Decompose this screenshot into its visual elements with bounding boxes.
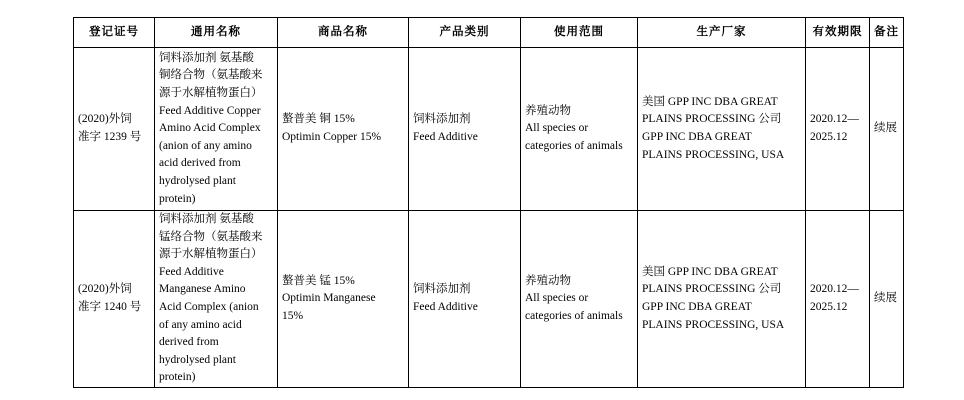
manufacturer-cell xyxy=(638,211,806,388)
remark-cell xyxy=(870,211,904,388)
cell-line: PLAINS PROCESSING 公司 xyxy=(642,113,782,126)
header-trade-name: 商品名称 xyxy=(278,18,409,48)
cell-line: 2020.12— xyxy=(810,283,859,296)
cell-line: 饲料添加剂 xyxy=(413,283,471,296)
generic-name-cell xyxy=(155,48,278,211)
cell-line: 养殖动物 xyxy=(525,104,571,117)
cell-line: Feed Additive xyxy=(413,131,478,143)
cell-line: 2025.12 xyxy=(810,300,848,313)
category-cell xyxy=(409,211,521,388)
header-generic-name: 通用名称 xyxy=(155,18,278,48)
cell-line: 准字 1239 号 xyxy=(78,131,142,143)
cell-line: Acid Complex (anion xyxy=(159,300,259,313)
cell-line: (2020)外饲 xyxy=(78,283,132,296)
cell-line: 2025.12 xyxy=(810,131,848,143)
cell-line: 续展 xyxy=(874,292,897,305)
category-cell xyxy=(409,48,521,211)
trade-name-cell xyxy=(278,211,409,388)
scope-cell xyxy=(521,211,638,388)
cell-line: derived from xyxy=(159,336,219,349)
cell-line: 美国 GPP INC DBA GREAT xyxy=(642,95,778,108)
cell-line: 饲料添加剂 氨基酸 xyxy=(159,213,254,225)
cell-line: 饲料添加剂 xyxy=(413,113,471,126)
cell-line: 铜络合物（氨基酸来 xyxy=(159,69,263,82)
cell-line: 准字 1240 号 xyxy=(78,300,142,313)
manufacturer-cell xyxy=(638,48,806,211)
cell-line: Amino Acid Complex xyxy=(159,122,261,135)
cell-line: 源于水解植物蛋白） xyxy=(159,87,263,100)
cell-line: Optimin Manganese xyxy=(282,292,376,305)
reg-no-cell xyxy=(74,48,155,211)
table-row xyxy=(74,211,904,388)
cell-line: 美国 GPP INC DBA GREAT xyxy=(642,265,778,278)
cell-line: Manganese Amino xyxy=(159,283,246,296)
header-scope: 使用范围 xyxy=(521,18,638,48)
cell-line: 螯普美 锰 15% xyxy=(282,274,355,287)
cell-line: 养殖动物 xyxy=(525,274,571,287)
cell-line: acid derived from xyxy=(159,157,241,170)
validity-cell xyxy=(806,211,870,388)
cell-line: 续展 xyxy=(874,122,897,135)
cell-line: GPP INC DBA GREAT xyxy=(642,131,752,143)
cell-line: GPP INC DBA GREAT xyxy=(642,300,752,313)
cell-line: 源于水解植物蛋白） xyxy=(159,248,263,261)
table-row xyxy=(74,48,904,211)
header-category: 产品类别 xyxy=(409,18,521,48)
cell-line: PLAINS PROCESSING, USA xyxy=(642,148,785,161)
header-manufacturer: 生产厂家 xyxy=(638,18,806,48)
validity-cell xyxy=(806,48,870,211)
cell-line: PLAINS PROCESSING, USA xyxy=(642,318,785,331)
header-row xyxy=(74,18,904,48)
cell-line: of any amino acid xyxy=(159,318,242,331)
cell-line: categories of animals xyxy=(525,139,623,152)
cell-line: All species or xyxy=(525,292,589,305)
reg-no-cell xyxy=(74,211,155,388)
cell-line: 15% xyxy=(282,309,304,322)
cell-line: 饲料添加剂 氨基酸 xyxy=(159,51,254,64)
cell-line: Optimin Copper 15% xyxy=(282,131,382,143)
cell-line: hydrolysed plant xyxy=(159,353,236,366)
header-remark: 备注 xyxy=(870,18,904,48)
cell-line: 锰络合物（氨基酸来 xyxy=(159,230,263,243)
trade-name-cell xyxy=(278,48,409,211)
cell-line: (anion of any amino xyxy=(159,139,252,152)
cell-line: categories of animals xyxy=(525,309,623,322)
registration-table xyxy=(73,17,904,388)
cell-line: Feed Additive xyxy=(413,300,478,313)
cell-line: (2020)外饲 xyxy=(78,113,132,126)
header-validity: 有效期限 xyxy=(806,18,870,48)
cell-line: protein) xyxy=(159,192,196,205)
cell-line: PLAINS PROCESSING 公司 xyxy=(642,283,782,296)
cell-line: 螯普美 铜 15% xyxy=(282,113,355,126)
cell-line: Feed Additive xyxy=(159,265,224,278)
cell-line: hydrolysed plant xyxy=(159,174,236,187)
header-reg-no: 登记证号 xyxy=(74,18,155,48)
cell-line: protein) xyxy=(159,371,196,384)
cell-line: 2020.12— xyxy=(810,113,859,126)
remark-cell xyxy=(870,48,904,211)
cell-line: All species or xyxy=(525,122,589,135)
generic-name-cell xyxy=(155,211,278,388)
scope-cell xyxy=(521,48,638,211)
cell-line: Feed Additive Copper xyxy=(159,104,261,117)
